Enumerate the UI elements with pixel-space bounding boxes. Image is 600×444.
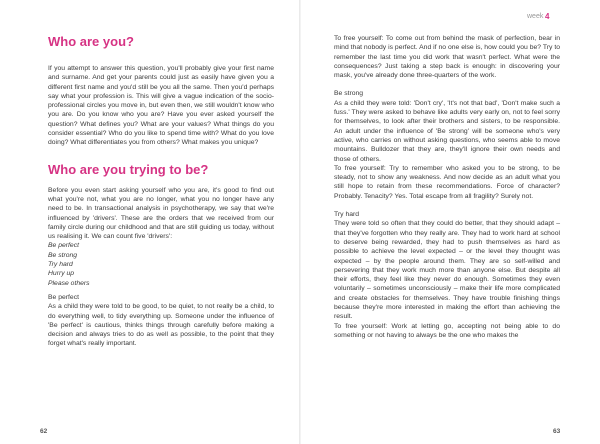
driver-item: Hurry up [48,270,75,278]
page-number-right: 63 [553,428,561,435]
paragraph-try-hard: They were told so often that they could do better, that they should adapt – that they've forgotten who they really are. They had to work hard at school to deserve being rewarded, they had to push themselves as hard as possible to achieve the level expected – or the level they thought was expected – by the people around them. They are so self-willed and persevering that they work much more than anyone else. But despite all their efforts, they feel like they never do enough. Sometimes they even voluntarily – sometimes unconsciously – make their life more complicated and create obstacles for themselves. They have trouble finishing things because they're more interested in making the effort than achieving the result. [334,220,560,321]
subhead-be-perfect: Be perfect [48,293,79,301]
driver-item: Be strong [48,251,78,259]
paragraph-be-perfect: As a child they were told to be good, to be quiet, to not really be a child, to do everything well, to tidy everything up. Someone under the influence of 'Be perfect' is cautious, thinks things through carefully before making a decision and always tries to do as well as possible, to the point that they forget what's really important. [48,303,274,348]
paragraph-free-yourself-strong: To free yourself: Try to remember who asked you to be strong, to be steady, not to show any weakness. And now decide as an adult what you still hope to retain from these recommendations. Force of character? Probably. Tenacity? Yes. Total escape from all fragility? Surely not. [334,164,560,200]
book-gutter [299,0,301,444]
driver-item: Try hard [48,261,73,269]
left-column [48,34,274,349]
paragraph-free-yourself-perfect: To free yourself: To come out from behind the mask of perfection, bear in mind that nobody is perfect. And if no one else is, how could you be? Try to remember the last time you did work that wasn't perfect. What were the consequences? Just taking a step back is enough: in discovering your mask, you've already done three-quarters of the work. [334,35,560,80]
heading-who-are-you: Who are you? [48,34,134,49]
paragraph-who-are-you: If you attempt to answer this question, you'll probably give your first name and surname. And get your parents could just as easily have given you a different first name and you'd still be you all the same. Then you'd perhaps say what your profession is. This will give a vague indication of the socio-professional circles you move in, but even then, we still wouldn't know who you are. Do you know who you are? Have you ever asked yourself the question? What defines you? What are your values? What things do you consider essential? Who do you like to spend time with? What do you love doing? What differentiates you from others? What makes you unique? [48,65,274,147]
driver-item: Please others [48,279,90,287]
paragraph-be-strong: As a child they were told: 'Don't cry', 'It's not that bad', 'Don't make such a fuss.' They were asked to behave like adults very early on, not to feel sorry for themselves, to look after their brothers and sisters, to be responsible. An adult under the influence of 'Be strong' will be someone who's very active, who carries on without asking questions, who seems able to move mountains. Bulldozer that they are, they'll ignore their own needs and those of others. [334,99,560,163]
page-number-left: 62 [40,428,48,435]
running-head-label: week [527,13,544,20]
running-head-number: 4 [545,12,550,21]
drivers-list [48,241,274,287]
subhead-be-strong: Be strong [334,90,364,98]
driver-item: Be perfect [48,242,79,250]
subhead-try-hard: Try hard [334,211,360,219]
heading-who-are-you-trying-to-be: Who are you trying to be? [48,161,209,177]
paragraph-drivers-intro: Before you even start asking yourself who you are, it's good to find out what you're not, what you are no longer, what you no longer have any need to be. In transactional analysis in psychotherapy, we say that we're influenced by 'drivers'. These are the orders that we received from our family circle during our childhood and that are still guiding us today, without us realising it. We can count five 'drivers': [48,186,274,241]
paragraph-free-yourself-try: To free yourself: Work at letting go, accepting not being able to do something or not having to always be the one who makes the [334,322,560,339]
right-column [334,34,560,340]
